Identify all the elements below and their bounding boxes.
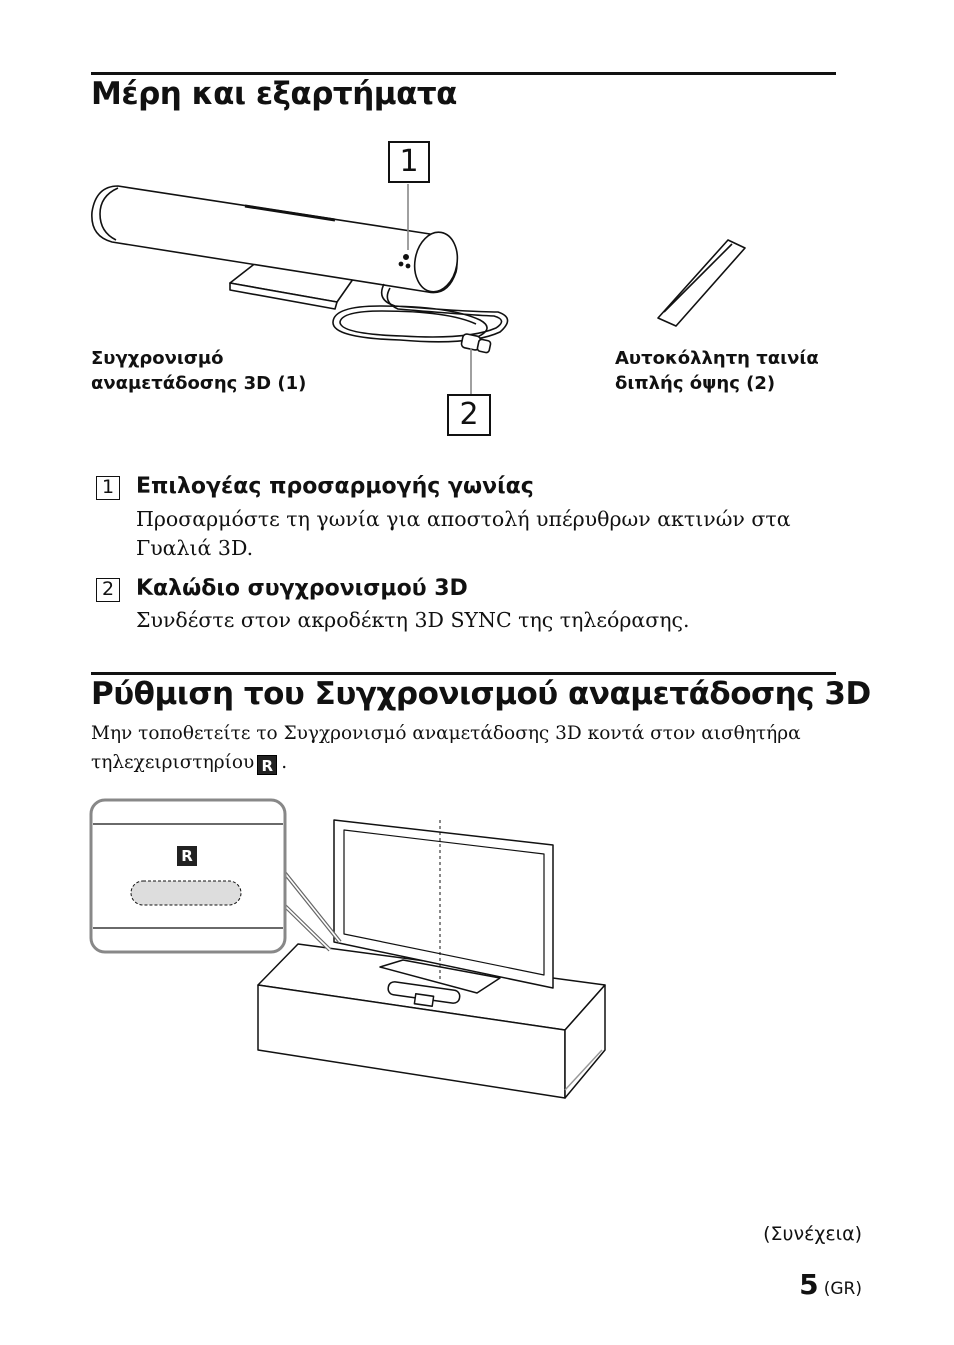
item-number-2: 2 [96, 578, 120, 602]
item-title-angle-selector: Επιλογέας προσαρμογής γωνίας [136, 474, 534, 499]
page-number: 5 (GR) [799, 1268, 862, 1301]
setup-intro: Μην τοποθετείτε το Συγχρονισμό αναμετάδοσης 3D κοντά στον αισθητήρα τηλεχειριστηρίου R . [91, 723, 801, 775]
item-desc-sync-cable: Συνδέστε στον ακροδέκτη 3D SYNC της τηλεόρασης. [136, 608, 690, 632]
section-title-setup: Ρύθμιση του Συγχρονισμού αναμετάδοσης 3D [91, 676, 871, 712]
ir-sensor-zoom-box [91, 800, 285, 952]
item-desc-angle-selector: Προσαρμόστε τη γωνία για αποστολή υπέρυθρων ακτινών στα Γυαλιά 3D. [136, 507, 791, 560]
ir-sensor-mark-label: R [181, 847, 193, 865]
caption-transmitter: Συγχρονισμό αναμετάδοσης 3D (1) [91, 348, 307, 394]
item-title-sync-cable: Καλώδιο συγχρονισμού 3D [136, 576, 468, 601]
section-title-parts: Μέρη και εξαρτήματα [91, 76, 457, 112]
continued-label: (Συνέχεια) [763, 1223, 862, 1245]
item-number-1: 1 [96, 476, 120, 500]
sync-transmitter-placement [131, 881, 241, 905]
callout-label-1: 1 [399, 144, 419, 179]
callout-label-2: 2 [459, 397, 479, 432]
ir-sensor-icon: R [257, 755, 277, 775]
caption-tape: Αυτοκόλλητη ταινία διπλής όψης (2) [615, 348, 819, 394]
